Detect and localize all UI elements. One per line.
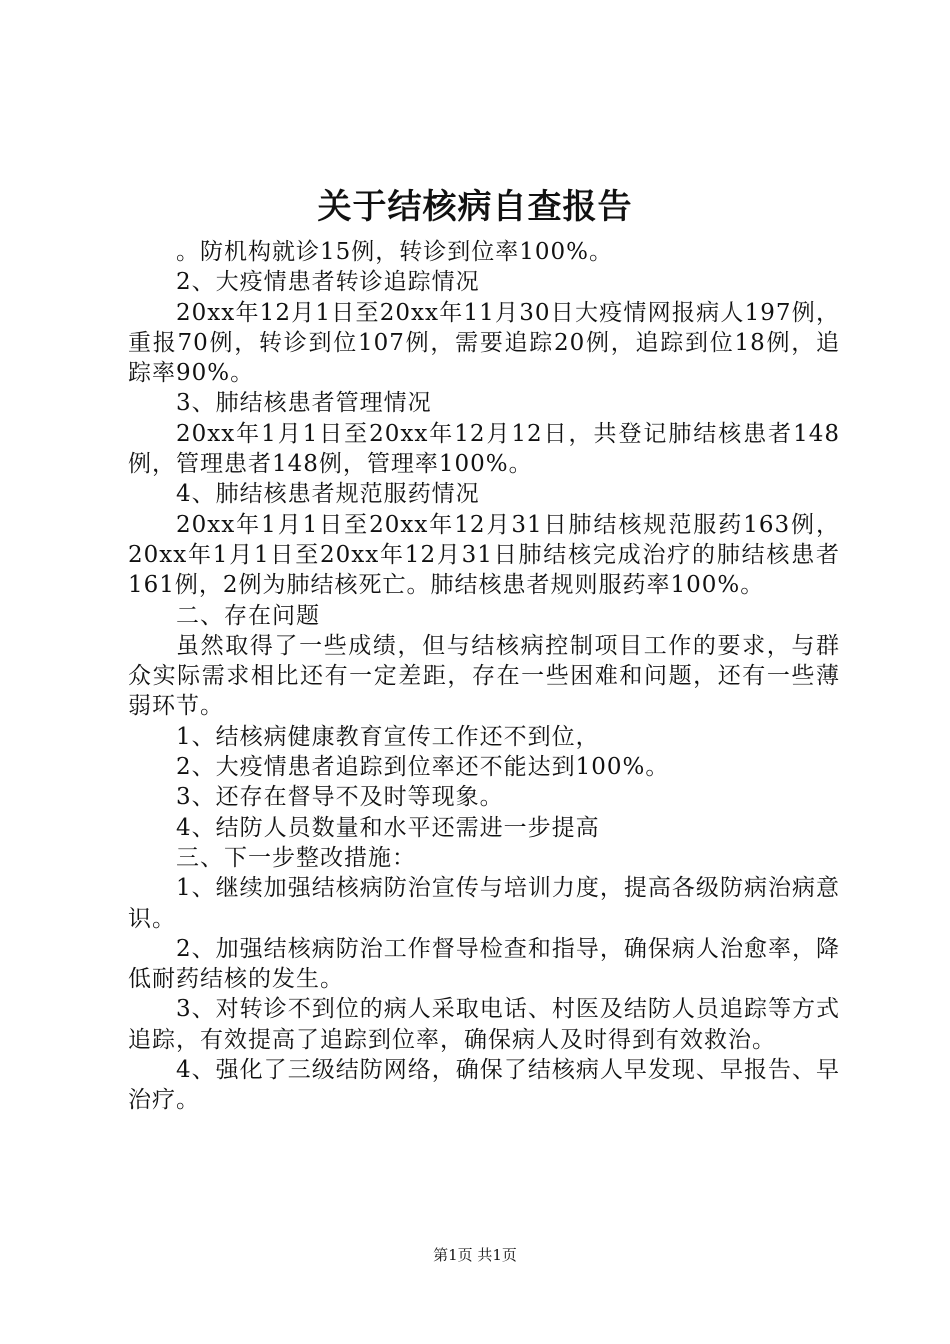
section-heading: 2、大疫情患者转诊追踪情况: [176, 269, 480, 296]
page-footer: 第1页 共1页: [433, 1246, 517, 1264]
document-body: [128, 237, 840, 1116]
list-item: 1、结核病健康教育宣传工作还不到位，: [176, 723, 600, 750]
paragraph: 虽然取得了一些成绩，但与结核病控制项目工作的要求，与群众实际需求相比还有一定差距，存在一些困难和问题，还有一些薄弱环节。: [128, 632, 840, 720]
paragraph: 20xx年12月1日至20xx年11月30日大疫情网报病人197例，重报70例，转诊到位107例，需要追踪20例，追踪到位18例，追踪率90%。: [128, 299, 840, 387]
paragraph: 20xx年1月1日至20xx年12月31日肺结核规范服药163例，20xx年1月1日至20xx年12月31日肺结核完成治疗的肺结核患者161例，2例为肺结核死亡。肺结核患者规则服药率100%。: [128, 511, 840, 599]
document-title: 关于结核病自查报告: [317, 187, 633, 227]
section-heading: 3、肺结核患者管理情况: [176, 390, 432, 417]
list-item: 2、加强结核病防治工作督导检查和指导，确保病人治愈率，降低耐药结核的发生。: [128, 935, 840, 993]
section-heading: 二、存在问题: [176, 602, 320, 629]
list-item: 4、结防人员数量和水平还需进一步提高: [176, 814, 600, 841]
list-item: 3、对转诊不到位的病人采取电话、村医及结防人员追踪等方式追踪，有效提高了追踪到位率，确保病人及时得到有效救治。: [128, 996, 840, 1053]
list-item: 1、继续加强结核病防治宣传与培训力度，提高各级防病治病意识。: [128, 875, 840, 932]
list-item: 4、强化了三级结防网络，确保了结核病人早发现、早报告、早治疗。: [128, 1057, 840, 1114]
section-heading: 4、肺结核患者规范服药情况: [176, 481, 480, 508]
paragraph: 。防机构就诊15例，转诊到位率100%。: [176, 239, 614, 265]
list-item: 2、大疫情患者追踪到位率还不能达到100%。: [176, 754, 670, 781]
paragraph: 20xx年1月1日至20xx年12月12日，共登记肺结核患者148例，管理患者148例，管理率100%。: [128, 420, 840, 478]
section-heading: 三、下一步整改措施：: [176, 844, 416, 871]
list-item: 3、还存在督导不及时等现象。: [176, 784, 504, 811]
